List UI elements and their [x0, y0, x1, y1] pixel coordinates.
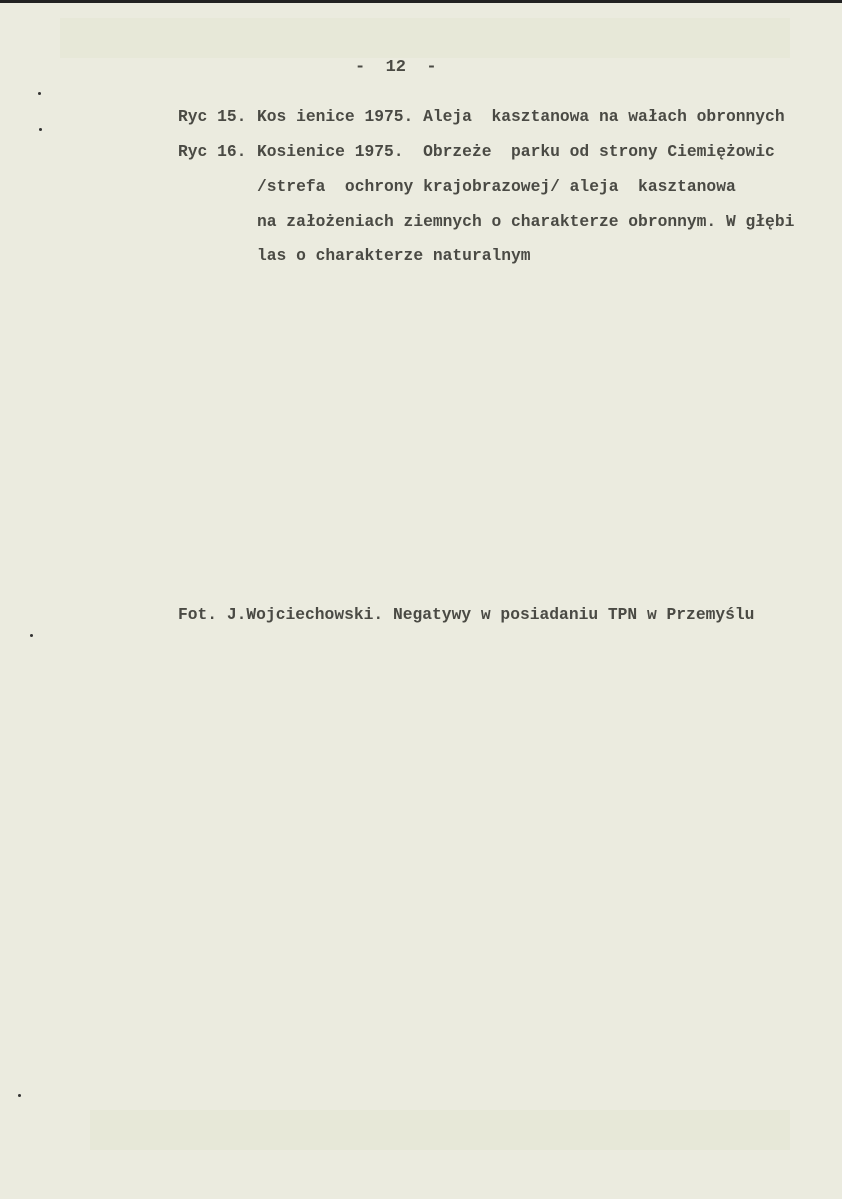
caption-label: Ryc 16.	[178, 142, 247, 161]
scan-shading	[90, 1110, 790, 1150]
margin-mark	[39, 128, 42, 131]
margin-mark	[30, 634, 33, 637]
margin-mark	[18, 1094, 21, 1097]
caption-text: Kosienice 1975. Obrzeże parku od strony Ciemiężowic	[257, 142, 775, 161]
photo-credit: Fot. J.Wojciechowski. Negatywy w posiadaniu TPN w Przemyślu	[178, 605, 755, 624]
page-number: - 12 -	[355, 58, 437, 77]
margin-mark	[38, 92, 41, 95]
scan-shading	[60, 18, 790, 58]
caption-text: na założeniach ziemnych o charakterze obronnym. W głębi	[257, 212, 795, 231]
caption-text: Kos ienice 1975. Aleja kasztanowa na wałach obronnych	[257, 107, 785, 126]
caption-text: las o charakterze naturalnym	[257, 246, 531, 265]
caption-label: Ryc 15.	[178, 107, 247, 126]
scan-top-edge	[0, 0, 842, 3]
caption-text: /strefa ochrony krajobrazowej/ aleja kasztanowa	[257, 177, 736, 196]
